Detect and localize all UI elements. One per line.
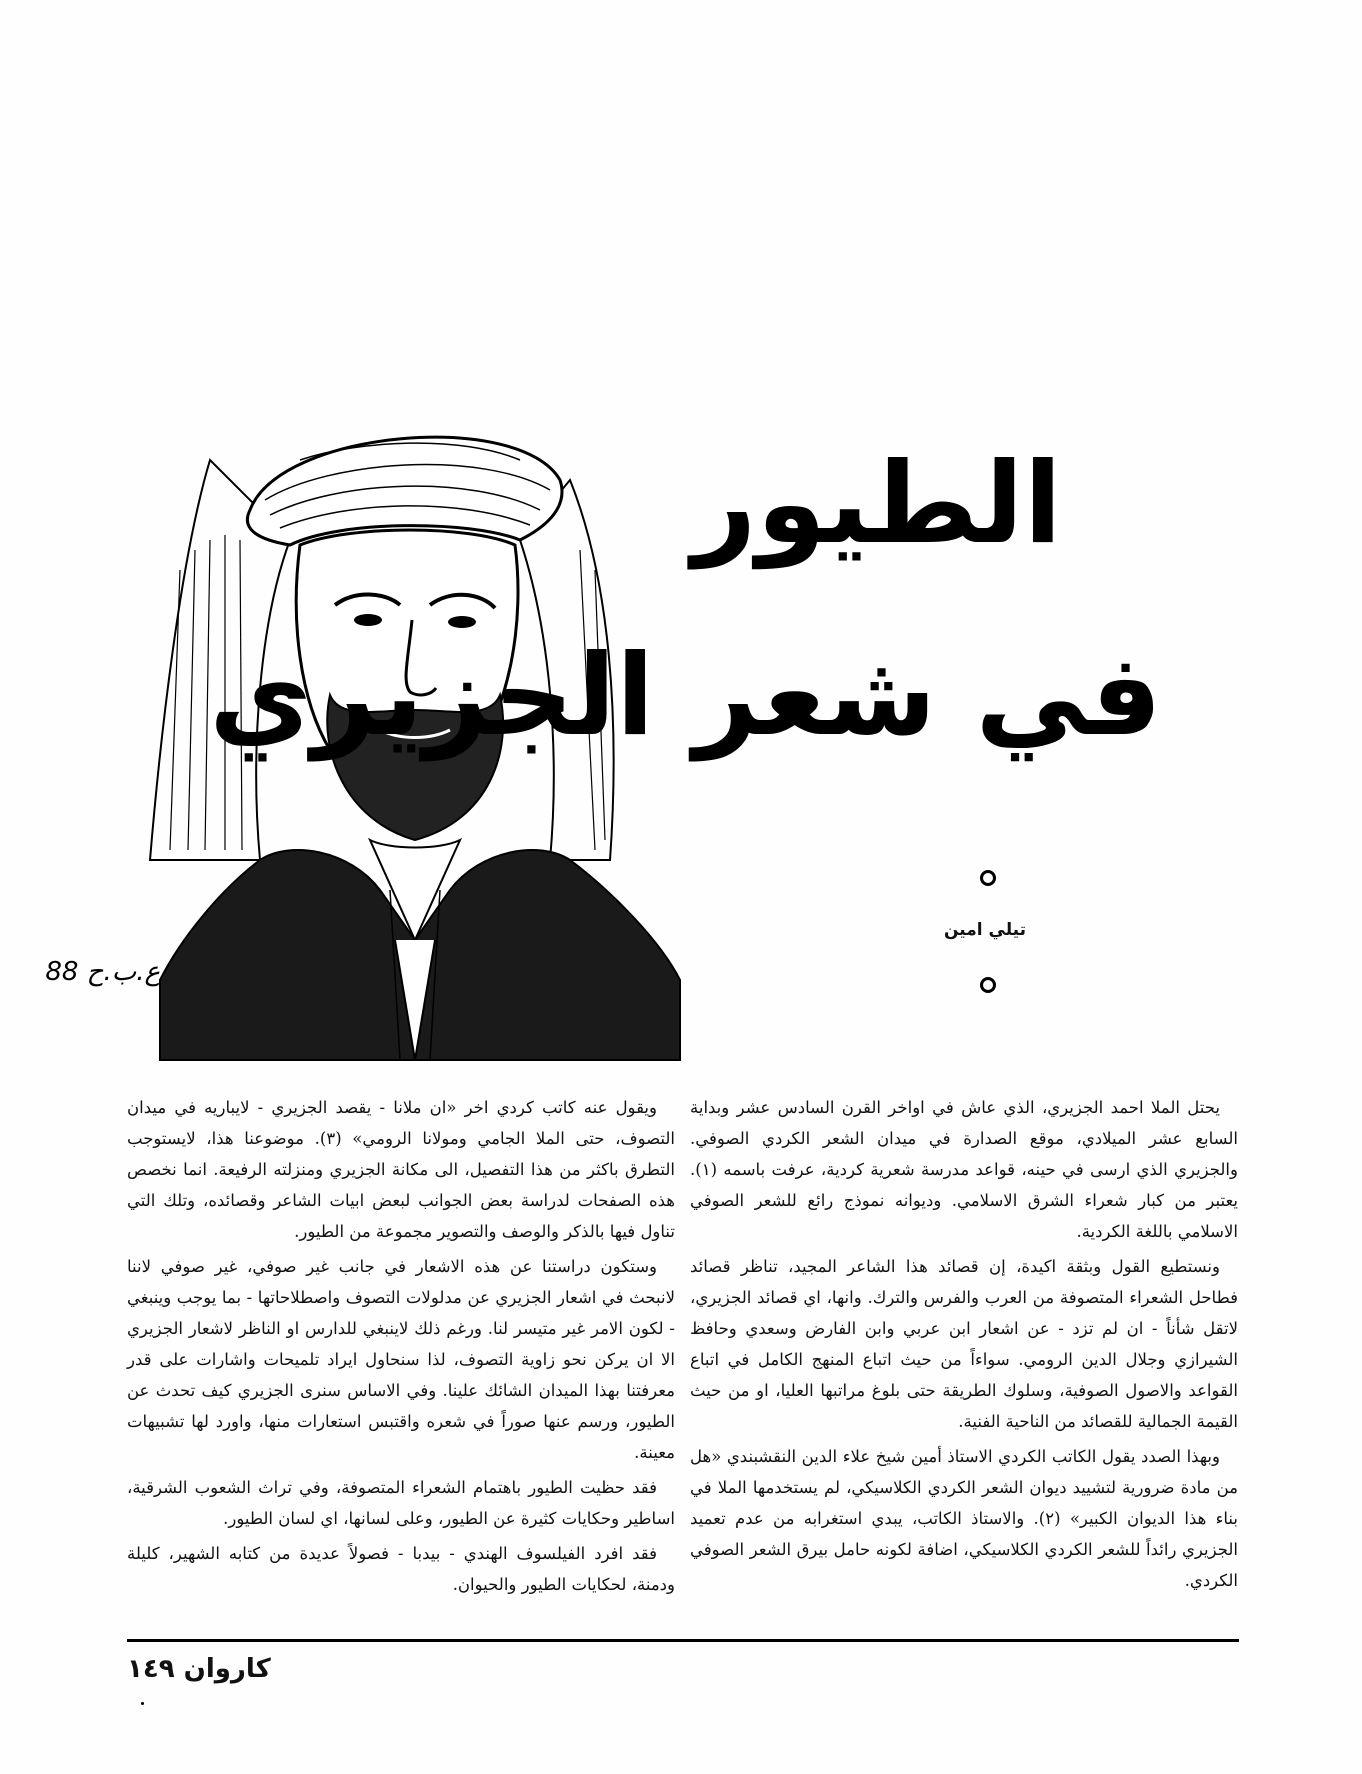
author-name: تيلي امين xyxy=(944,920,1026,940)
article-column-left xyxy=(127,1092,675,1604)
magazine-name: كاروان xyxy=(183,1654,271,1684)
paragraph: ونستطيع القول وبثقة اكيدة، إن قصائد هذا الشاعر المجيد، تناظر قصائد فطاحل الشعراء المتصوفة من العرب والفرس والترك. وانها، اي قصائد الجزيري، لاتقل شأناً - ان لم تزد - عن اشعار ابن عربي وابن الفارض وسعدي وحافظ الشيرازي وجلال الدين الرومي. سواءاً من حيث اتباع المنهج الكامل في اتباع القواعد والاصول الصوفية، وسلوك الطريقة حتى بلوغ مراتبها العليا، او من حيث القيمة الجمالية للقصائد من الناحية الفنية. xyxy=(690,1257,1238,1431)
page-footer xyxy=(127,1654,271,1684)
paragraph: فقد حظيت الطيور باهتمام الشعراء المتصوفة، وفي تراث الشعوب الشرقية، اساطير وحكايات كثيرة عن الطيور، وعلى لسانها، اي لسان الطيور. xyxy=(127,1478,675,1528)
paragraph: فقد افرد الفيلسوف الهندي - بيدبا - فصولاً عديدة من كتابه الشهير، كليلة ودمنة، لحكايات الطيور والحيوان. xyxy=(127,1544,675,1594)
artist-signature: ع.ب.ح 88 xyxy=(45,957,160,987)
article-title-line1: الطيور xyxy=(692,439,1062,569)
ornament-circle-bottom xyxy=(980,977,996,993)
paragraph: يحتل الملا احمد الجزيري، الذي عاش في اواخر القرن السادس عشر وبداية السابع عشر الميلادي، موقع الصدارة في ميدان الشعر الكردي الصوفي. والجزيري الذي ارسى في حينه، قواعد مدرسة شعرية كردية، عرفت باسمه (١). يعتبر من كبار شعراء الشرق الاسلامي. وديوانه نموذج رائع للشعر الصوفي الاسلامي باللغة الكردية. xyxy=(690,1098,1238,1241)
footer-divider xyxy=(127,1639,1239,1642)
paragraph: وستكون دراستنا عن هذه الاشعار في جانب غير صوفي، غير صوفي لاننا لانبحث في اشعار الجزيري عن مدلولات التصوف واصطلاحاتها - بما يوجب وينبغي - لكون الامر غير متيسر لنا. ورغم ذلك لاينبغي للدارس او الناظر لاشعار الجزيري الا ان يركن نحو زاوية التصوف، لذا سنحاول ايراد تلميحات واشارات على قدر معرفتنا بهذا الميدان الشائك علينا. وفي الاساس سنرى الجزيري كيف تحدث عن الطيور، ورسم عنها صوراً في شعره واقتبس استعارات منها، واورد لها تشبيهات معينة. xyxy=(127,1257,675,1462)
article-column-right xyxy=(690,1092,1238,1600)
article-title-line2: في شعر الجزيري xyxy=(209,631,1162,761)
page-number: ١٤٩ xyxy=(127,1654,175,1684)
footer-dot xyxy=(141,1702,144,1705)
paragraph: ويقول عنه كاتب كردي اخر «ان ملانا - يقصد الجزيري - لايباريه في ميدان التصوف، حتى الملا الجامي ومولانا الرومي» (٣). موضوعنا هذا، لايستوجب التطرق باكثر من هذا التفصيل، الى مكانة الجزيري ومنزلته الرفيعة. انما نخصص هذه الصفحات لدراسة بعض الجوانب لبعض ابيات الشاعر وقصائده، وتلك التي تناول فيها بالذكر والوصف والتصوير مجموعة من الطيور. xyxy=(127,1098,675,1241)
ornament-circle-top xyxy=(980,870,996,886)
paragraph: وبهذا الصدد يقول الكاتب الكردي الاستاذ أمين شيخ علاء الدين النقشبندي «هل من مادة ضرورية لتشييد ديوان الشعر الكردي الكلاسيكي، لم يستخدمها الملا في بناء هذا الديوان الكبير» (٢). والاستاذ الكاتب، يبدي استغرابه من عدم تعميد الجزيري رائداً للشعر الكردي الكلاسيكي، اضافة لكونه حامل بيرق الشعر الصوفي الكردي. xyxy=(690,1447,1238,1590)
